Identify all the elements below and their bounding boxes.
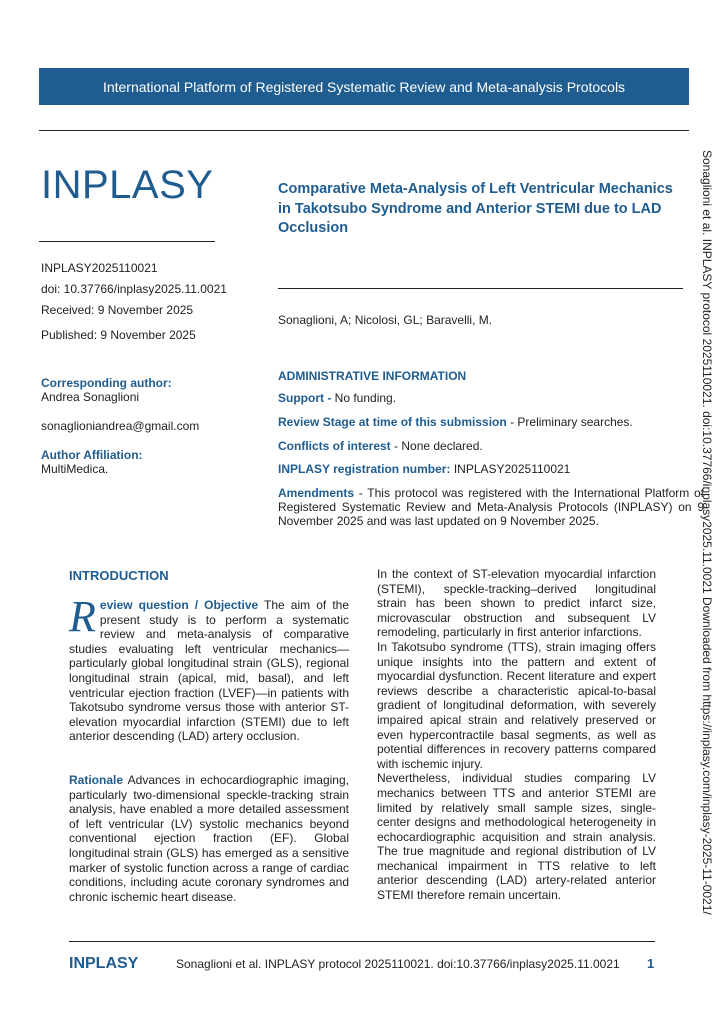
support-line	[278, 391, 704, 405]
limitations-paragraph: Nevertheless, individual studies comparing LV mechanics between TTS and anterior STEMI are limited by relatively small sample sizes, single-center designs and methodological heterogeneity in echocardiographic acquisition and strain analysis. The true magnitude and regional distribution of LV mechanical impairment in TTS relative to left anterior descending (LAD) artery-related anterior STEMI therefore remain uncertain.	[377, 771, 656, 903]
amendments-label: Amendments	[278, 486, 355, 500]
page-number: 1	[647, 956, 655, 971]
title-divider	[278, 288, 683, 289]
vertical-citation-text: Sonaglioni et al. INPLASY protocol 2025110021. doi:10.37766/inplasy2025.11.0021 Downloaded from https://inplasy.com/inplasy-2025-11-0021/	[700, 150, 714, 915]
logo-divider	[39, 241, 215, 242]
review-stage-line	[278, 415, 704, 429]
corresponding-author-label: Corresponding author:	[41, 376, 172, 390]
footer-divider	[69, 941, 655, 942]
tts-paragraph: In Takotsubo syndrome (TTS), strain imaging offers unique insights into the pattern and extent of myocardial dysfunction. Recent literature and expert reviews describe a characteristic apical-to-basal gradient of longitudinal deformation, with severely impaired apical strain and relatively preserved or even hypercontractile basal segments, as well as potential differences in recovery patterns compared with ischemic injury.	[377, 639, 656, 771]
inplasy-logo: INPLASY	[41, 163, 214, 207]
review-stage-text: - Preliminary searches.	[506, 415, 633, 429]
received-date: Received: 9 November 2025	[41, 303, 194, 317]
support-text: No funding.	[334, 391, 397, 405]
admin-heading: ADMINISTRATIVE INFORMATION	[278, 369, 467, 383]
rationale-label: Rationale	[69, 773, 124, 787]
footer-logo: INPLASY	[69, 955, 139, 972]
conflicts-line	[278, 439, 704, 453]
support-label: Support -	[278, 391, 332, 405]
amendments-paragraph	[278, 486, 704, 528]
review-question-text: The aim of the present study is to perform a systematic review and meta-analysis of comparative studies evaluating left ventricular mechanics—particularly global longitudinal strain (GLS), regional longitudinal strain (apical, mid, basal), and left ventricular ejection fraction (LVEF)—in patients with Takotsubo syndrome versus those with anterior ST-elevation myocardial infarction (STEMI) due to left anterior descending (LAD) artery occlusion.	[69, 598, 350, 744]
header-banner-text: International Platform of Registered Systematic Review and Meta-analysis Protocols	[102, 78, 626, 95]
drop-cap: R	[69, 592, 96, 641]
protocol-id: INPLASY2025110021	[41, 261, 158, 275]
registration-number: INPLASY2025110021	[450, 462, 571, 476]
affiliation-text: MultiMedica.	[41, 462, 109, 476]
header-divider	[39, 130, 689, 131]
rationale-paragraph	[69, 773, 349, 904]
registration-label: INPLASY registration number:	[278, 462, 451, 476]
conflicts-label: Conflicts of interest	[278, 439, 391, 453]
vertical-citation	[698, 150, 718, 940]
header-banner	[39, 68, 689, 105]
published-date: Published: 9 November 2025	[41, 328, 196, 342]
corresponding-author-name: Andrea Sonaglioni	[41, 390, 140, 404]
review-stage-label: Review Stage at time of this submission	[278, 415, 507, 429]
right-column	[377, 567, 656, 903]
doi-link[interactable]: doi: 10.37766/inplasy2025.11.0021	[41, 282, 227, 296]
introduction-heading: INTRODUCTION	[69, 568, 169, 583]
footer-citation: Sonaglioni et al. INPLASY protocol 2025110021. doi:10.37766/inplasy2025.11.0021	[176, 957, 620, 971]
amendments-text: - This protocol was registered with the International Platform of Registered Systematic Review and Meta-Analysis Protocols (INPLASY) on 9 November 2025 and was last updated on 9 November 2025.	[278, 486, 704, 528]
corresponding-author-email[interactable]: sonaglioniandrea@gmail.com	[41, 419, 200, 433]
author-list: Sonaglioni, A; Nicolosi, GL; Baravelli, M.	[278, 313, 493, 327]
review-question-paragraph	[69, 592, 350, 744]
conflicts-text: - None declared.	[390, 439, 483, 453]
article-title: Comparative Meta-Analysis of Left Ventricular Mechanics in Takotsubo Syndrome and Anterior STEMI due to LAD Occlusion	[278, 181, 673, 236]
review-question-label: eview question / Objective	[99, 598, 259, 612]
stemi-paragraph: In the context of ST-elevation myocardial infarction (STEMI), speckle-tracking–derived longitudinal strain has been shown to predict infarct size, microvascular obstruction and subsequent LV remodeling, particularly in first anterior infarctions.	[377, 567, 656, 640]
registration-line	[278, 462, 704, 476]
affiliation-label: Author Affiliation:	[41, 448, 143, 462]
rationale-text: Advances in echocardiographic imaging, particularly two-dimensional speckle-tracking strain analysis, have enabled a more detailed assessment of left ventricular (LV) systolic mechanics beyond conventional ejection fraction (EF). Global longitudinal strain (GLS) has emerged as a sensitive marker of systolic function across a range of cardiac conditions, including acute coronary syndromes and chronic ischemic heart disease.	[69, 773, 349, 904]
